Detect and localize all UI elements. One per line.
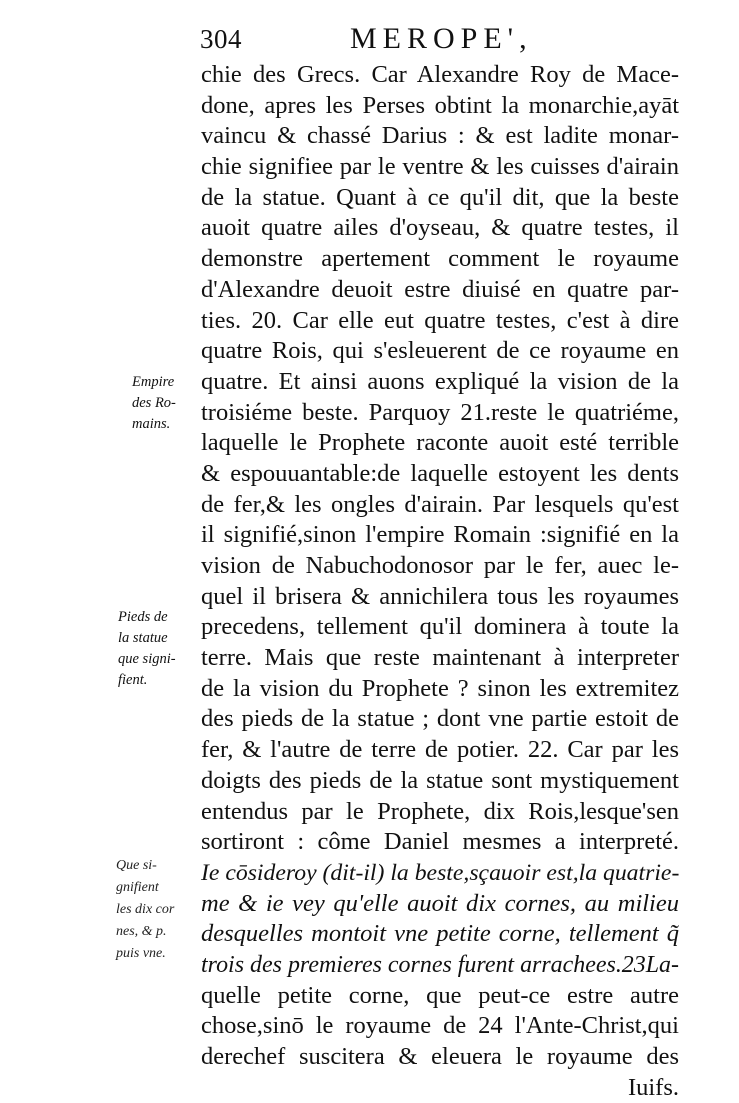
text-line: des pieds de la statue ; dont vne partie estoit de <box>201 705 679 733</box>
margin-note-line: nes, & p. <box>116 924 167 939</box>
text-line: laquelle le Prophete raconte auoit esté terrible <box>201 429 679 457</box>
text-line: chie des Grecs. Car Alexandre Roy de Mace- <box>201 61 679 88</box>
margin-note-empire <box>132 372 176 435</box>
page-number: 304 <box>200 24 242 54</box>
text-line-final: Iuifs. <box>627 1073 679 1101</box>
text-line: sortiront : côme Daniel mesmes a interpreté. <box>201 828 679 856</box>
text-line: quatre Rois, qui s'esleuerent de ce royaume en <box>201 337 679 365</box>
margin-note-line: mains. <box>132 416 171 432</box>
text-line-italic: desquelles montoit vne petite corne, tellement q̃ <box>201 920 679 948</box>
margin-note-line: puis vne. <box>116 946 166 961</box>
text-line: vision de Nabuchodonosor par le fer, auec le- <box>201 552 679 579</box>
text-line: entendus par le Prophete, dix Rois,lesque'sen <box>201 797 679 825</box>
text-line: done, apres les Perses obtint la monarchie,ayāt <box>201 91 679 119</box>
margin-note-line: Empire <box>132 374 175 390</box>
text-line-italic: Ie cōsideroy (dit-il) la beste,sçauoir est,la quatrie- <box>201 859 680 886</box>
text-line: troisiéme beste. Parquoy 21.reste le quatriéme, <box>201 398 679 426</box>
text-line: de la vision du Prophete ? sinon les extremitez <box>201 674 679 702</box>
text-line: doigts des pieds de la statue sont mystiquement <box>201 766 679 794</box>
main-text-block <box>201 60 679 1103</box>
margin-note-que-signifient <box>116 855 174 965</box>
margin-note-line: que signi- <box>118 651 176 667</box>
margin-note-line: la statue <box>118 630 168 646</box>
margin-note-line: Pieds de <box>118 609 168 625</box>
text-line: quel il brisera & annichilera tous les royaumes <box>201 582 679 610</box>
text-line: de la statue. Quant à ce qu'il dit, que la beste <box>201 183 679 211</box>
text-line: derechef suscitera & eleuera le royaume des <box>201 1043 679 1070</box>
text-line-italic: trois des premieres cornes furent arrachees.23La- <box>201 951 679 978</box>
text-line: ties. 20. Car elle eut quatre testes, c'est à dire <box>201 306 679 334</box>
text-line: vaincu & chassé Darius : & est ladite monar- <box>201 122 679 150</box>
text-line: quelle petite corne, que peut-ce estre autre <box>201 981 679 1009</box>
margin-note-line: Que si- <box>116 858 157 873</box>
text-line: precedens, tellement qu'il dominera à toute la <box>201 613 679 641</box>
text-line: il signifié,sinon l'empire Romain :signifié en la <box>201 521 679 549</box>
margin-note-line: gnifient <box>116 880 159 895</box>
margin-note-line: les dix cor <box>116 902 175 917</box>
text-line: chose,sinō le royaume de 24 l'Ante-Christ,qui <box>201 1012 679 1040</box>
text-line: chie signifiee par le ventre & les cuisses d'airain <box>201 153 679 181</box>
text-line: fer, & l'autre de terre de potier. 22. Car par les <box>201 736 679 764</box>
margin-note-line: des Ro- <box>132 395 176 411</box>
text-line: demonstre apertement comment le royaume <box>201 245 679 273</box>
text-line-italic: me & ie vey qu'elle auoit dix cornes, au milieu <box>201 889 679 917</box>
text-line: d'Alexandre deuoit estre diuisé en quatre par- <box>201 275 679 303</box>
margin-note-line: fient. <box>118 672 148 688</box>
running-title: MEROPE', <box>350 22 533 55</box>
text-line: quatre. Et ainsi auons expliqué la vision de la <box>201 367 679 395</box>
text-line: terre. Mais que reste maintenant à interpreter <box>201 644 679 672</box>
page-header <box>200 22 680 62</box>
text-line: & espouuantable:de laquelle estoyent les dents <box>201 459 679 487</box>
text-line: de fer,& les ongles d'airain. Par lesquels qu'est <box>201 490 679 518</box>
margin-note-pieds <box>118 607 176 691</box>
text-line: auoit quatre ailes d'oyseau, & quatre testes, il <box>201 214 679 242</box>
